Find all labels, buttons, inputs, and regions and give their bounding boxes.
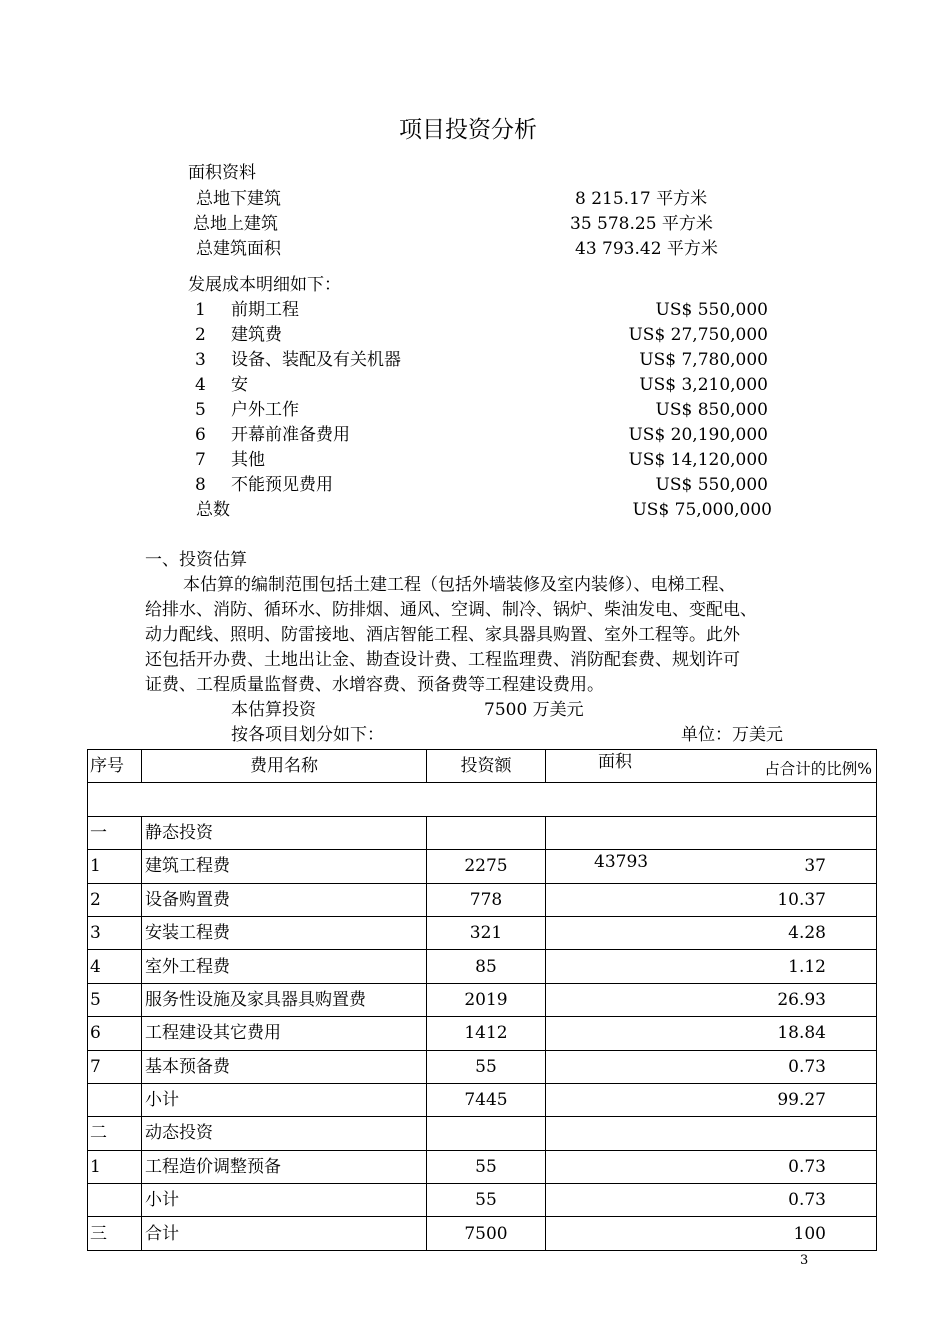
row-ratio: 26.93 (546, 983, 877, 1016)
area-value: 43 793.42 平方米 (575, 239, 718, 259)
header-area-ratio-cell (546, 750, 877, 783)
table-row (88, 1083, 877, 1116)
cost-item-amount: US$ 7,780,000 (639, 350, 768, 370)
cost-item-name: 建筑费 (231, 325, 282, 345)
row-name: 静态投资 (142, 816, 427, 849)
row-no (88, 1184, 142, 1217)
row-ratio: 4.28 (546, 916, 877, 949)
row-name: 动态投资 (142, 1117, 427, 1150)
row-no: 1 (88, 1150, 142, 1183)
area-label: 总地上建筑 (193, 214, 278, 234)
paragraph-line: 本估算的编制范围包括土建工程（包括外墙装修及室内装修）、电梯工程、 (183, 575, 736, 595)
invest-label: 本估算投资 (231, 700, 316, 720)
row-name: 小计 (142, 1083, 427, 1116)
row-ratio: 0.73 (546, 1150, 877, 1183)
page-title: 项目投资分析 (399, 117, 537, 143)
unit-label: 单位：万美元 (681, 725, 783, 745)
row-amount: 55 (427, 1184, 546, 1217)
area-label: 总建筑面积 (196, 239, 281, 259)
row-ratio: 10.37 (546, 883, 877, 916)
row-no: 二 (88, 1117, 142, 1150)
row-amount: 7445 (427, 1083, 546, 1116)
table-row (88, 1184, 877, 1217)
row-amount: 1412 (427, 1017, 546, 1050)
area-value: 8 215.17 平方米 (575, 189, 708, 209)
cost-item-no: 7 (195, 450, 206, 470)
row-ratio: 1.12 (546, 950, 877, 983)
table-row (88, 983, 877, 1016)
table-row (88, 883, 877, 916)
cost-item-no: 8 (195, 475, 206, 495)
table-row (88, 850, 877, 883)
row-amount: 778 (427, 883, 546, 916)
cost-item-amount: US$ 550,000 (655, 300, 768, 320)
row-name: 建筑工程费 (142, 850, 427, 883)
row-area: 43793 (594, 852, 649, 873)
cost-item-no: 4 (195, 375, 206, 395)
row-ratio: 0.73 (546, 1050, 877, 1083)
cost-item-name: 户外工作 (231, 400, 299, 420)
row-name: 安装工程费 (142, 916, 427, 949)
section-heading: 一、投资估算 (145, 550, 247, 570)
page-number: 3 (800, 1253, 809, 1268)
cost-item-name: 其他 (231, 450, 265, 470)
cost-item-no: 1 (195, 300, 206, 320)
header-name: 费用名称 (142, 750, 427, 783)
row-no: 4 (88, 950, 142, 983)
paragraph-line: 给排水、消防、循环水、防排烟、通风、空调、制冷、锅炉、柴油发电、变配电、 (145, 600, 757, 620)
header-area: 面积 (598, 752, 632, 772)
cost-item-name: 开幕前准备费用 (231, 425, 350, 445)
row-name: 室外工程费 (142, 950, 427, 983)
row-amount: 2019 (427, 983, 546, 1016)
investment-table (87, 749, 877, 1251)
area-value: 35 578.25 平方米 (570, 214, 713, 234)
header-no: 序号 (88, 750, 142, 783)
row-name: 合计 (142, 1217, 427, 1250)
cost-total-amount: US$ 75,000,000 (632, 500, 772, 520)
row-amount (427, 816, 546, 849)
table-row (88, 1117, 877, 1150)
row-no: 1 (88, 850, 142, 883)
cost-heading: 发展成本明细如下： (188, 275, 341, 295)
row-no: 一 (88, 816, 142, 849)
row-amount: 7500 (427, 1217, 546, 1250)
row-name: 基本预备费 (142, 1050, 427, 1083)
paragraph-line: 还包括开办费、土地出让金、勘查设计费、工程监理费、消防配套费、规划许可 (145, 650, 740, 670)
cost-item-name: 不能预见费用 (231, 475, 333, 495)
row-ratio: 0.73 (546, 1184, 877, 1217)
header-ratio: 占合计的比例% (764, 760, 872, 778)
header-amount: 投资额 (427, 750, 546, 783)
row-amount: 55 (427, 1050, 546, 1083)
row-name: 工程建设其它费用 (142, 1017, 427, 1050)
row-area-ratio-cell (546, 850, 877, 883)
row-no: 3 (88, 916, 142, 949)
row-no: 6 (88, 1017, 142, 1050)
row-ratio (546, 1117, 877, 1150)
area-label: 总地下建筑 (196, 189, 281, 209)
cost-item-amount: US$ 850,000 (655, 400, 768, 420)
cost-item-amount: US$ 27,750,000 (628, 325, 768, 345)
cost-item-name: 设备、装配及有关机器 (231, 350, 401, 370)
row-amount: 321 (427, 916, 546, 949)
row-no: 7 (88, 1050, 142, 1083)
paragraph-line: 证费、工程质量监督费、水增容费、预备费等工程建设费用。 (145, 675, 604, 695)
cost-item-no: 2 (195, 325, 206, 345)
cost-item-no: 3 (195, 350, 206, 370)
table-row (88, 1217, 877, 1250)
table-row (88, 916, 877, 949)
row-name: 工程造价调整预备 (142, 1150, 427, 1183)
row-ratio: 100 (546, 1217, 877, 1250)
cost-item-no: 6 (195, 425, 206, 445)
cost-item-amount: US$ 550,000 (655, 475, 768, 495)
row-no: 2 (88, 883, 142, 916)
cost-item-amount: US$ 3,210,000 (639, 375, 768, 395)
table-header-row (88, 750, 877, 783)
row-amount: 2275 (427, 850, 546, 883)
invest-value: 7500 万美元 (484, 700, 584, 720)
row-ratio (546, 816, 877, 849)
paragraph-line: 动力配线、照明、防雷接地、酒店智能工程、家具器具购置、室外工程等。此外 (145, 625, 740, 645)
row-name: 小计 (142, 1184, 427, 1217)
row-ratio: 18.84 (546, 1017, 877, 1050)
cost-item-amount: US$ 20,190,000 (628, 425, 768, 445)
area-heading: 面积资料 (188, 163, 256, 183)
row-no (88, 1083, 142, 1116)
row-amount (427, 1117, 546, 1150)
row-ratio: 37 (804, 856, 826, 877)
row-no: 5 (88, 983, 142, 1016)
cost-item-name: 安 (231, 375, 248, 395)
table-row (88, 1150, 877, 1183)
row-name: 服务性设施及家具器具购置费 (142, 983, 427, 1016)
row-name: 设备购置费 (142, 883, 427, 916)
row-amount: 55 (427, 1150, 546, 1183)
table-row (88, 950, 877, 983)
row-no: 三 (88, 1217, 142, 1250)
row-ratio: 99.27 (546, 1083, 877, 1116)
cost-item-name: 前期工程 (231, 300, 299, 320)
split-label: 按各项目划分如下： (231, 725, 384, 745)
cost-total-label: 总数 (196, 500, 230, 520)
row-amount: 85 (427, 950, 546, 983)
table-row (88, 816, 877, 849)
table-row (88, 1050, 877, 1083)
table-row (88, 1017, 877, 1050)
cost-item-no: 5 (195, 400, 206, 420)
cost-item-amount: US$ 14,120,000 (628, 450, 768, 470)
